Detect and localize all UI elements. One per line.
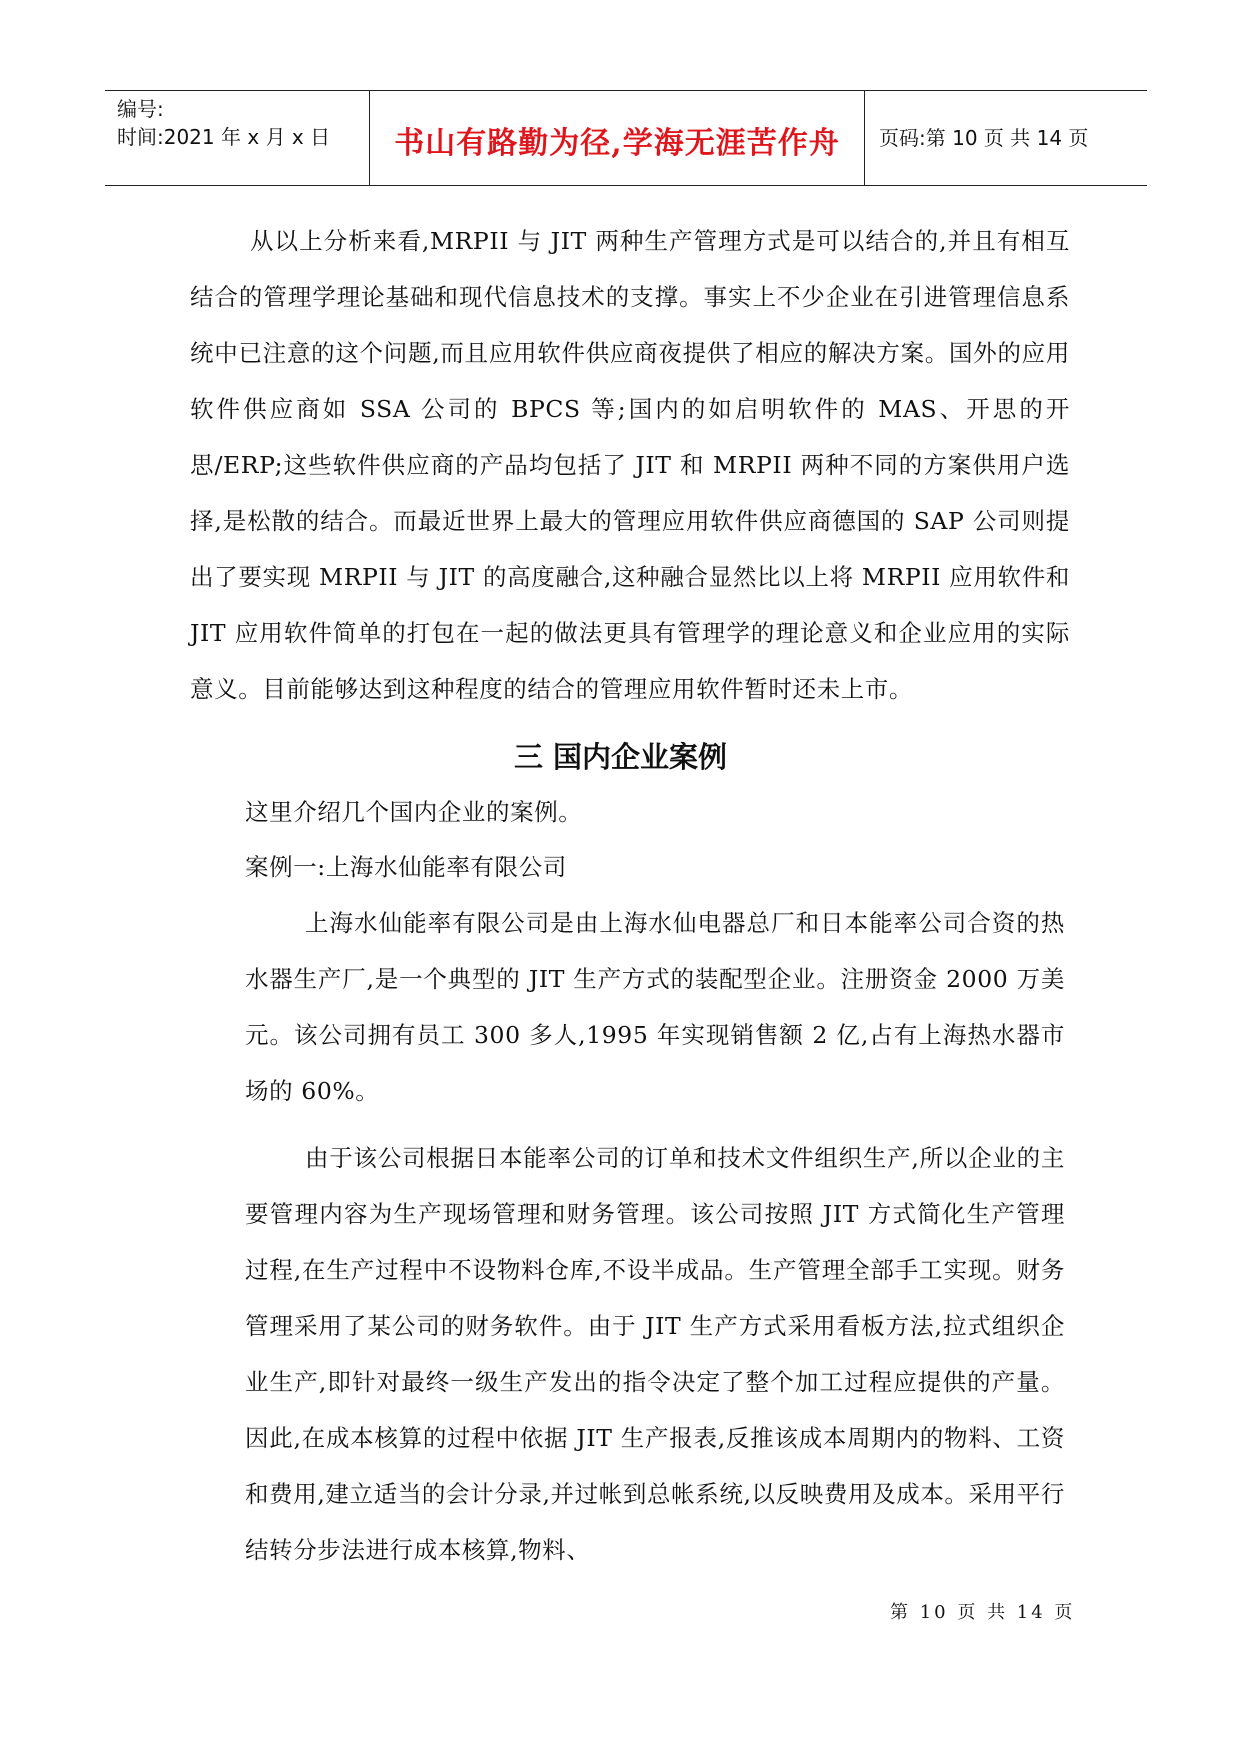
header-motto: 书山有路勤为径,学海无涯苦作舟 bbox=[394, 126, 840, 161]
page-footer: 第 10 页 共 14 页 bbox=[890, 1602, 1076, 1623]
header-page-number: 页码:第 10 页 共 14 页 bbox=[879, 126, 1089, 150]
analysis-paragraph: 从以上分析来看,MRPII 与 JIT 两种生产管理方式是可以结合的,并且有相互结合的管理学理论基础和现代信息技术的支撑。事实上不少企业在引进管理信息系统中已注意的这个问题,而且应用软件供应商夜提供了相应的解决方案。国外的应用软件供应商如 SSA 公司的 BPCS 等;国内的如启明软件的 MAS、开思的开思/ERP;这些软件供应商的产品均包括了 JIT 和 MRPII 两种不同的方案供用户选择,是松散的结合。而最近世界上最大的管理应用软件供应商德国的 SAP 公司则提出了要实现 MRPII 与 JIT 的高度融合,这种融合显然比以上将 MRPII 应用软件和 JIT 应用软件简单的打包在一起的做法更具有管理学的理论意义和企业应用的实际意义。目前能够达到这种程度的结合的管理应用软件暂时还未上市。 bbox=[190, 227, 1070, 703]
document-number-label: 编号: bbox=[117, 97, 164, 121]
page-header bbox=[105, 90, 1147, 186]
case-paragraph-company: 上海水仙能率有限公司是由上海水仙电器总厂和日本能率公司合资的热水器生产厂,是一个典型的 JIT 生产方式的装配型企业。注册资金 2000 万美元。该公司拥有员工 300 多人,1995 年实现销售额 2 亿,占有上海热水器市场的 60%。 bbox=[245, 909, 1065, 1105]
section-heading: 三 国内企业案例 bbox=[513, 740, 728, 774]
header-meta-cell bbox=[105, 91, 370, 185]
case-title: 案例一:上海水仙能率有限公司 bbox=[245, 853, 567, 881]
document-date: 时间:2021 年 x 月 x 日 bbox=[117, 125, 331, 149]
header-page-cell bbox=[865, 91, 1147, 185]
header-motto-cell bbox=[370, 91, 865, 185]
section-intro: 这里介绍几个国内企业的案例。 bbox=[245, 798, 583, 826]
case-paragraph-management: 由于该公司根据日本能率公司的订单和技术文件组织生产,所以企业的主要管理内容为生产现场管理和财务管理。该公司按照 JIT 方式简化生产管理过程,在生产过程中不设物料仓库,不设半成品。生产管理全部手工实现。财务管理采用了某公司的财务软件。由于 JIT 生产方式采用看板方法,拉式组织企业生产,即针对最终一级生产发出的指令决定了整个加工过程应提供的产量。因此,在成本核算的过程中依据 JIT 生产报表,反推该成本周期内的物料、工资和费用,建立适当的会计分录,并过帐到总帐系统,以反映费用及成本。采用平行结转分步法进行成本核算,物料、 bbox=[245, 1144, 1065, 1564]
